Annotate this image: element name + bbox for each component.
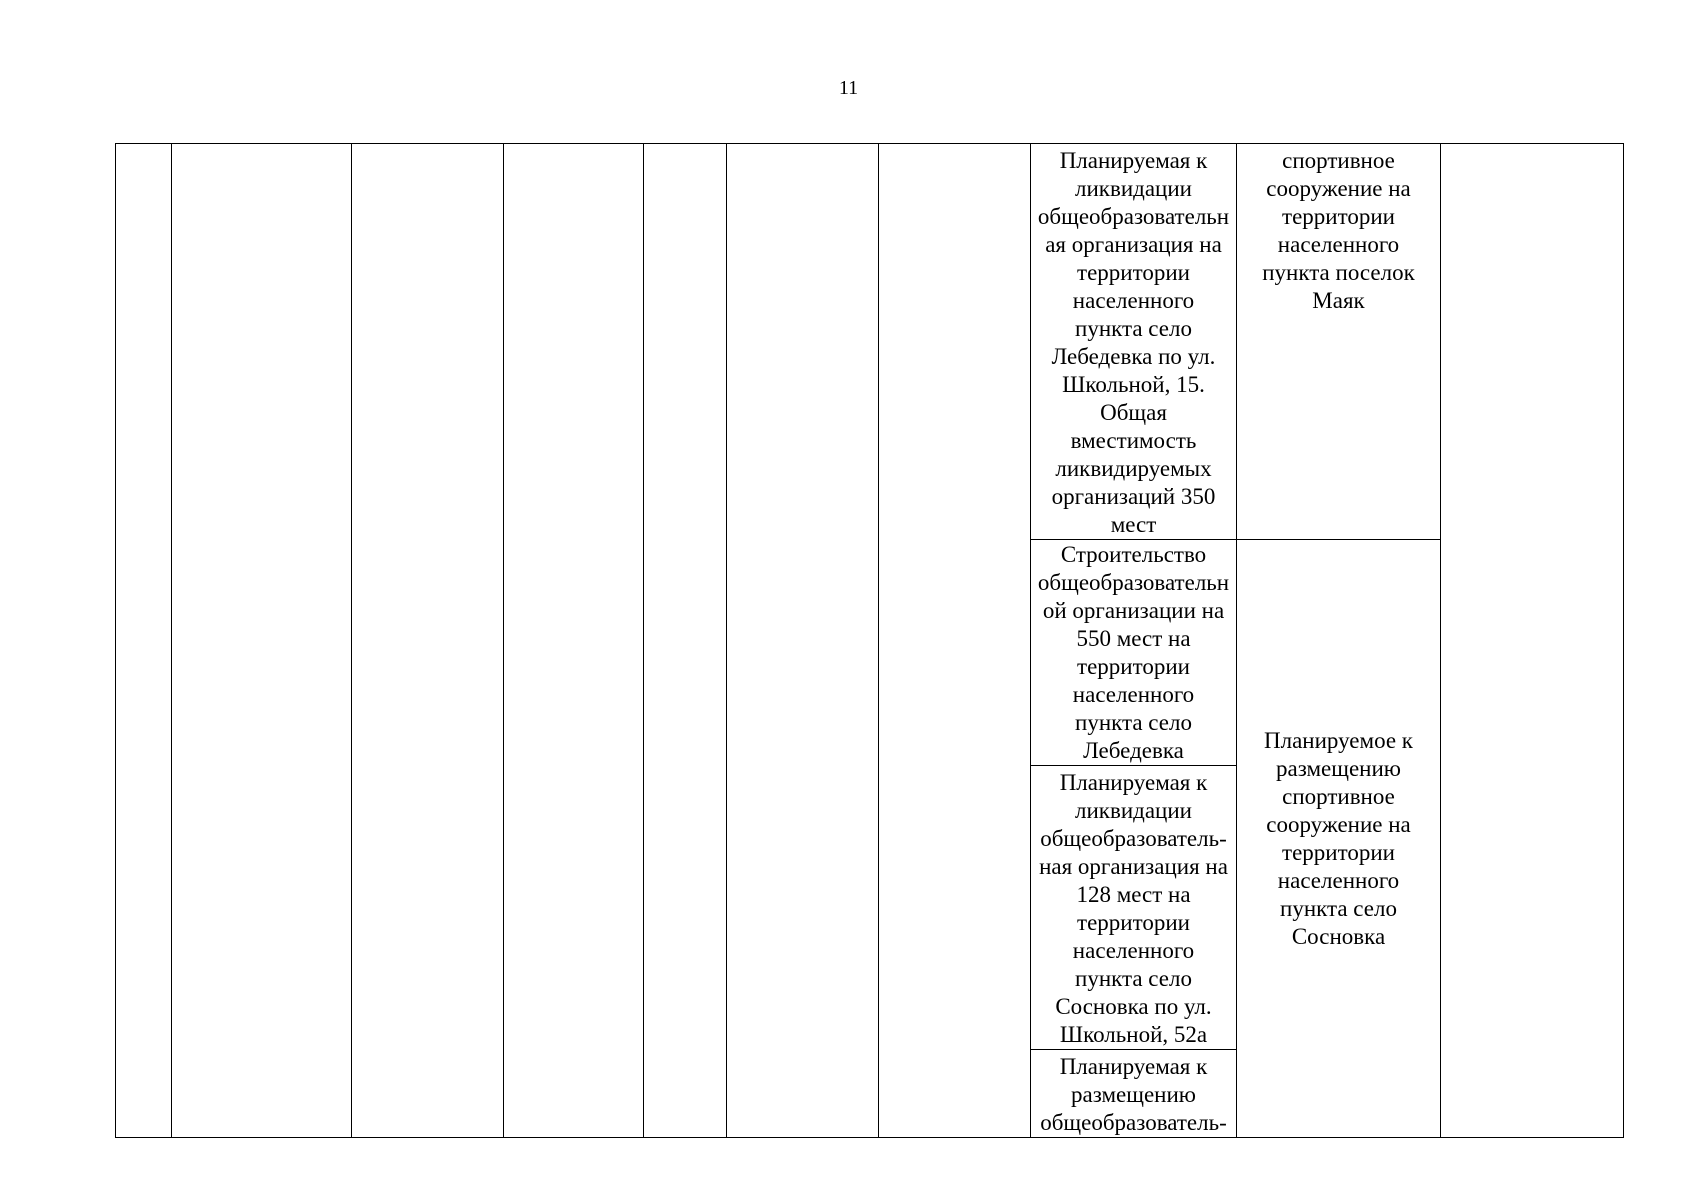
table-cell-empty-1	[116, 144, 172, 1138]
planned-objects-cell: Планируемая к размещению общеобразователь-	[1031, 1050, 1237, 1138]
planned-objects-cell: Строительство общеобразовательн ой организации на 550 мест на территории населенного пункта село Лебедевка	[1031, 540, 1237, 766]
table-cell-empty-5	[644, 144, 727, 1138]
table-cell-empty-6	[727, 144, 879, 1138]
planned-objects-cell: Планируемая к ликвидации общеобразовательн ая организация на территории населенного пункта село Лебедевка по ул. Школьной, 15. Общая вместимость ликвидируемых организаций 350 мест	[1031, 144, 1237, 540]
planned-objects-cell: Планируемая к ликвидации общеобразователь- ная организация на 128 мест на территории населенного пункта село Сосновка по ул. Школьной, 52а	[1031, 766, 1237, 1050]
table-cell-empty-2	[172, 144, 352, 1138]
table-cell-empty-3	[352, 144, 504, 1138]
table-cell-empty-4	[504, 144, 644, 1138]
sport-facility-cell: спортивное сооружение на территории населенного пункта поселок Маяк	[1237, 144, 1441, 540]
sport-facility-cell: Планируемое к размещению спортивное сооружение на территории населенного пункта село Сосновка	[1237, 540, 1441, 1138]
table-cell-empty-10	[1441, 144, 1624, 1138]
document-table	[115, 143, 1624, 1138]
page-number: 11	[838, 77, 859, 99]
table-cell-empty-7	[879, 144, 1031, 1138]
